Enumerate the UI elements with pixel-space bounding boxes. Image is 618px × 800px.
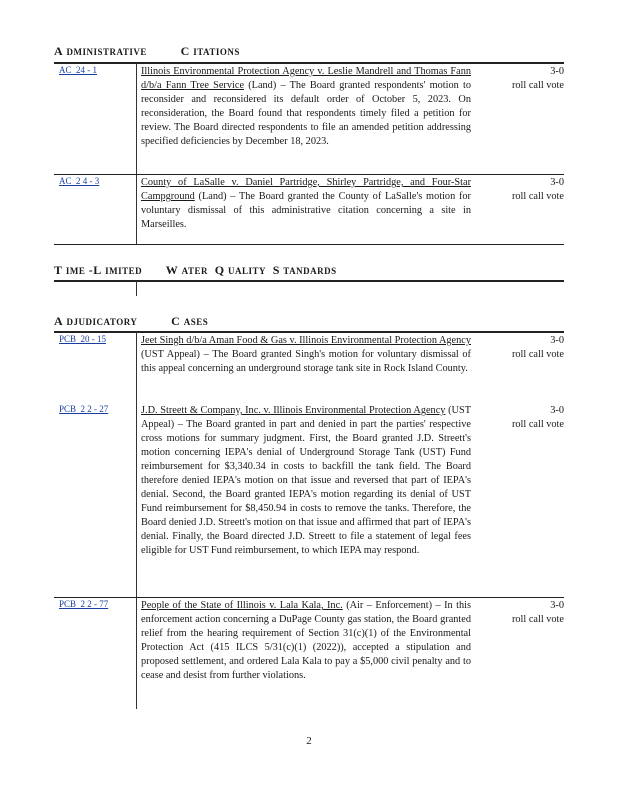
case-description [141,599,471,683]
vote-type: roll call vote [511,191,564,202]
case-number-link[interactable]: AC 24 - 1 [59,65,97,75]
vote-count: 3-0 [550,66,564,77]
vote-type: roll call vote [511,614,564,625]
case-number-link[interactable]: PCB 2 2 - 27 [59,404,109,414]
case-body: (Land) – The Board granted respondents' motion to reconsider and reconsidered its default order of October 5, 2023. On reconsideration, the Board found that respondents timely filed a petition for review. The Board directed respondents to file an amended petition addressing specified deficiencies by December 18, 2023. [141,80,471,147]
section-heading-adjudicatory-cases: A DJUDICATORY C ASES [54,314,209,328]
case-description [141,334,471,376]
column-divider [136,332,137,709]
case-description [141,176,471,232]
section-heading-administrative-citations: A DMINISTRATIVE C ITATIONS [54,44,240,58]
case-number-link[interactable]: PCB 2 2 - 77 [59,599,109,609]
case-description [141,404,471,558]
section-rule [54,280,564,282]
vote-count: 3-0 [550,335,564,346]
vote-count: 3-0 [550,600,564,611]
case-title: Illinois Environmental Protection Agency v. Leslie Mandrell and Thomas Fann d/b/a Fann Tree Service [141,66,471,91]
case-title: Jeet Singh d/b/a Aman Food & Gas v. Illinois Environmental Protection Agency [141,335,471,346]
case-number-link[interactable]: PCB 20 - 15 [59,334,107,344]
case-description [141,65,471,149]
case-body: (UST Appeal) – The Board granted in part and denied in part the parties' respective cross motions for summary judgment. First, the Board granted J.D. Streett's motion concerning IEPA's denial of Underground Storage Tank (UST) Fund reimbursement for $3,340.34 in costs to backfill the tank field. The Board therefore denied IEPA's motion on that issue and reversed that part of IEPA's denial. Second, the Board granted IEPA's motion regarding its denial of UST Fund reimbursement for $8,450.94 in costs to remove the tanks. Therefore, the Board denied J.D. Streett's motion on that issue and affirmed that part of IEPA's denial. Finally, the Board directed J.D. Streett to file a statement of legal fees eligible for UST Fund reimbursement, to which IEPA may respond. [141,405,471,556]
vote-tally [494,65,564,93]
section-rule [54,331,564,333]
column-divider [136,281,137,296]
vote-type: roll call vote [511,80,564,91]
page-number: 2 [306,735,312,747]
vote-type: roll call vote [511,419,564,430]
row-divider [54,244,564,245]
vote-count: 3-0 [550,405,564,416]
case-title: People of the State of Illinois v. Lala Kala, Inc. [141,600,343,611]
row-divider [54,174,564,175]
vote-tally [494,334,564,362]
section-rule [54,62,564,64]
case-body: (Land) – The Board granted the County of LaSalle's motion for voluntary dismissal of this administrative citation concerning a site in Marseilles. [141,191,471,230]
vote-type: roll call vote [511,349,564,360]
case-title: County of LaSalle v. Daniel Partridge, Shirley Partridge, and Four-Star Campground [141,177,471,202]
vote-tally [494,176,564,204]
case-title: J.D. Streett & Company, Inc. v. Illinois Environmental Protection Agency [141,405,446,416]
vote-tally [494,404,564,432]
vote-tally [494,599,564,627]
case-body: (Air – Enforcement) – In this enforcement action concerning a DuPage County gas station, the Board granted relief from the hearing requirement of Section 31(c)(1) of the Environmental Protection Act (415 ILCS 5/31(c)(1) (2022)), accepted a stipulation and proposed settlement, and ordered Lala Kala to pay a $5,000 civil penalty and to cease and desist from further violations. [141,600,471,681]
vote-count: 3-0 [550,177,564,188]
column-divider [136,63,137,244]
case-number-link[interactable]: AC 2 4 - 3 [59,176,100,186]
case-body: (UST Appeal) – The Board granted Singh's motion for voluntary dismissal of this appeal concerning an underground storage tank site in Rock Island County. [141,349,471,374]
section-heading-time-limited-wqs: T IME -L IMITED W ATER Q UALITY S TANDARDS [54,263,337,277]
row-divider [54,597,564,598]
